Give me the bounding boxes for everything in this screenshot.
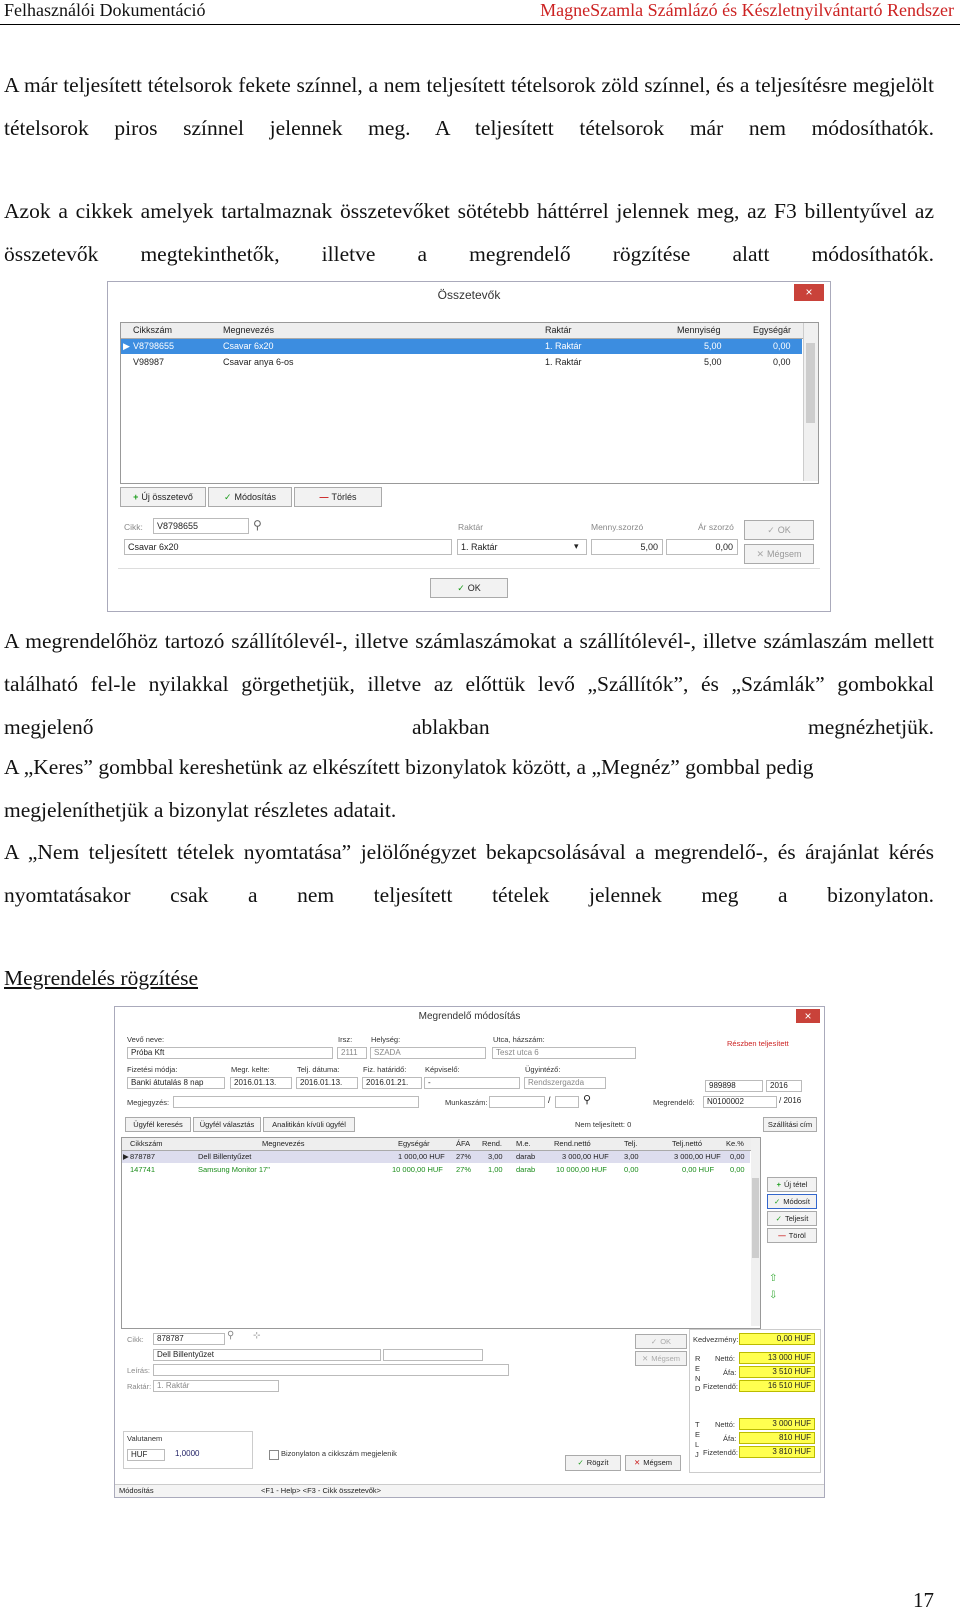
modify-button[interactable]: ✓ Módosítás (208, 487, 292, 507)
status-left: Módosítás (119, 1486, 154, 1495)
plus-icon: + (133, 492, 139, 502)
close-icon: ✕ (756, 549, 765, 559)
scrollbar-thumb[interactable] (752, 1178, 759, 1258)
fulfill-button[interactable]: ✓ Teljesít (767, 1211, 817, 1226)
cikk-label: Cikk: (127, 1335, 144, 1344)
telj-netto-label: Nettó: (715, 1420, 736, 1429)
rend-fiz-label: Fizetendő: (703, 1382, 739, 1391)
new-item-button[interactable]: + Új tétel (767, 1177, 817, 1192)
fizh-label: Fiz. határidő: (363, 1065, 407, 1074)
col-cikkszam[interactable]: Cikkszám (130, 1139, 163, 1148)
valuta-select[interactable]: HUF (127, 1449, 165, 1461)
arrow-down-icon[interactable]: ⇩ (769, 1290, 778, 1301)
nem-teljesitett-text: Nem teljesített: 0 (575, 1120, 632, 1129)
ok-small-button[interactable]: ✓ OK (744, 520, 814, 540)
divider (118, 568, 820, 569)
irsz-label: Irsz: (338, 1035, 353, 1044)
arrow-up-icon[interactable]: ⇧ (769, 1273, 778, 1284)
check-icon: ✓ (775, 1214, 782, 1223)
leiras-label: Leírás: (127, 1366, 150, 1375)
raktar-label: Raktár (458, 522, 484, 532)
page-number: 17 (913, 1588, 934, 1612)
scrollbar[interactable] (803, 323, 818, 481)
megj-label: Megjegyzés: (127, 1098, 170, 1107)
rend-netto-value: 13 000 HUF (739, 1352, 815, 1364)
szallitasi-cim-button[interactable]: Szállítási cím (763, 1117, 817, 1132)
rend-afa-value: 3 510 HUF (739, 1366, 815, 1378)
slash-text: / (548, 1095, 551, 1105)
minus-icon: — (778, 1231, 786, 1240)
rend-vertical-label: R E N D (695, 1354, 701, 1393)
plus-icon: + (776, 1180, 782, 1189)
helyseg-label: Helység: (371, 1035, 401, 1044)
ok-small-button[interactable]: ✓ OK (635, 1334, 687, 1349)
check-icon: ✓ (650, 1337, 658, 1346)
ugyint-label: Ügyintéző: (525, 1065, 561, 1074)
telj-afa-value: 810 HUF (739, 1432, 815, 1444)
col-ke[interactable]: Ke.% (726, 1139, 744, 1148)
telj-vertical-label: T E L J (695, 1420, 701, 1459)
grid-header (122, 1138, 760, 1151)
page-header (0, 0, 960, 24)
col-telj[interactable]: Telj. (624, 1139, 638, 1148)
table-row[interactable]: ▶ 878787 Dell Billentyűzet 1 000,00 HUF 27% 3,00 darab 3 000,00 HUF 3,00 3 000,00 HUF 0,00 (122, 1151, 750, 1163)
status-help: <F1 - Help> <F3 - Cikk összetevők> (261, 1486, 382, 1495)
leiras-field[interactable] (153, 1364, 509, 1376)
table-row[interactable]: 147741 Samsung Monitor 17" 10 000,00 HUF 27% 1,00 darab 10 000,00 HUF 0,00 0,00 HUF 0,00 (130, 1165, 745, 1174)
megj-field[interactable] (173, 1096, 419, 1108)
modify-item-button[interactable]: ✓ Módosít (767, 1194, 817, 1209)
components-grid[interactable] (120, 322, 819, 484)
close-button[interactable]: × (796, 1009, 820, 1023)
table-row[interactable]: V98987 Csavar anya 6-os 1. Raktár 5,00 0,00 (133, 357, 791, 367)
search-icon[interactable]: ⚲ (583, 1094, 592, 1106)
cancel-button[interactable]: ✕ Mégsem (625, 1455, 681, 1471)
arfolyam-value: 1,0000 (175, 1449, 200, 1458)
window-title: Megrendelő módosítás (418, 1011, 521, 1022)
ugyfel-valasztas-button[interactable]: Ügyfél választás (193, 1117, 261, 1132)
ok-button[interactable]: ✓ OK (430, 578, 508, 598)
szam-field[interactable]: 989898 (705, 1080, 763, 1092)
vevo-field[interactable]: Próba Kft (127, 1047, 333, 1059)
kedvezmeny-value: 0,00 HUF (739, 1333, 815, 1345)
new-component-button[interactable]: + Új összetevő (120, 487, 206, 507)
fizmod-label: Fizetési módja: (127, 1065, 178, 1074)
col-rend[interactable]: Rend. (482, 1139, 503, 1148)
minus-icon: — (319, 492, 329, 502)
helyseg-field[interactable]: SZADA (370, 1047, 486, 1059)
megrk-field[interactable]: 2016.01.13. (230, 1077, 292, 1089)
ev-field[interactable]: 2016 (766, 1080, 802, 1092)
delete-item-button[interactable]: — Töröl (767, 1228, 817, 1243)
telj-fiz-value: 3 810 HUF (739, 1446, 815, 1458)
scrollbar-thumb[interactable] (806, 343, 815, 423)
col-cikkszam[interactable]: Cikkszám (133, 325, 173, 335)
check-icon: ✓ (774, 1197, 781, 1206)
cancel-small-button[interactable]: ✕ Mégsem (635, 1351, 687, 1366)
cancel-small-button[interactable]: ✕ Mégsem (744, 544, 814, 564)
grid-header (121, 323, 818, 339)
scrollbar[interactable] (751, 1138, 760, 1326)
check-icon: ✓ (223, 492, 232, 502)
analitika-button[interactable]: Analitikán kívüli ügyfél (263, 1117, 355, 1132)
close-icon: ✕ (641, 1354, 649, 1363)
cikk-extra-field[interactable] (383, 1349, 483, 1361)
munka-label: Munkaszám: (445, 1098, 488, 1107)
components-window (107, 281, 831, 612)
header-left: Felhasználói Dokumentáció (4, 0, 206, 20)
col-telj-netto[interactable]: Telj.nettó (672, 1139, 703, 1148)
telj-label: Telj. dátuma: (297, 1065, 340, 1074)
menny-field[interactable]: 5,00 (591, 539, 663, 555)
raktar-select[interactable]: 1. Raktár (153, 1380, 279, 1392)
kepv-select[interactable]: - (424, 1077, 520, 1089)
rend-fiz-value: 16 510 HUF (739, 1380, 815, 1392)
order-window (114, 1006, 825, 1498)
delete-button[interactable]: — Törlés (294, 487, 382, 507)
check-icon: ✓ (577, 1458, 584, 1467)
munka-field[interactable] (489, 1096, 545, 1108)
close-icon: ✕ (633, 1458, 641, 1467)
paragraph-4: A „Keres” gombbal kereshetünk az elkészített bizonylatok között, a „Megnéz” gombbal pedig megjeleníthetjük a bizonylat részletes adatait. (4, 755, 814, 822)
paragraph-5: A „Nem teljesített tételek nyomtatása” jelölőnégyzet bekapcsolásával a megrendelő-, és árajánlat kérés nyomtatásakor csak a nem teljesített tételek jelennek meg a bizonylaton. (4, 840, 934, 907)
col-megnevezes[interactable]: Megnevezés (262, 1139, 305, 1148)
paragraph-1: A már teljesített tételsorok fekete színnel, a nem teljesített tételsorok zöld színnel, és a teljesítésre megjelölt tételsorok piros színnel jelennek meg. A teljesített tételsorok már nem módosíthatók. (4, 73, 934, 140)
cikk-label: Cikk: (124, 522, 143, 532)
telj-netto-value: 3 000 HUF (739, 1418, 815, 1430)
raktar-select[interactable]: 1. Raktár (457, 539, 587, 555)
ar-field[interactable]: 0,00 (666, 539, 738, 555)
fizmod-select[interactable]: Banki átutalás 8 nap (127, 1077, 225, 1089)
paragraph-2: Azok a cikkek amelyek tartalmaznak összetevőket sötétebb háttérrel jelennek meg, az F3 billentyűvel az összetevők megtekinthetők, illetve a megrendelő rögzítése alatt módosíthatók. (4, 199, 934, 266)
megrendelo-ev: / 2016 (779, 1096, 802, 1105)
save-button[interactable]: ✓ Rögzít (565, 1455, 621, 1471)
window-title: Összetevők (437, 288, 501, 302)
utca-label: Utca, házszám: (493, 1035, 545, 1044)
close-button[interactable]: × (794, 284, 824, 301)
col-mennyiseg[interactable]: Mennyiség (677, 325, 721, 335)
munka-year-field[interactable] (555, 1096, 579, 1108)
telj-fiz-label: Fizetendő: (703, 1448, 739, 1457)
col-egysegar[interactable]: Egységár (753, 325, 792, 335)
cikk-field[interactable]: 878787 (153, 1333, 225, 1345)
status-badge: Részben teljesített (727, 1039, 789, 1048)
paragraph-3: A megrendelőhöz tartozó szállítólevél-, illetve számlaszámokat a szállítólevél-, illetve számlaszám mellett található fel-le nyilakkal görgethetjük, illetve az előttük levő „Szállítók”, és „Számlák” gombokkal megjelenő ablakban megnézhetjük. (4, 629, 934, 739)
status-bar (115, 1484, 824, 1497)
fizh-field[interactable]: 2016.01.21. (362, 1077, 422, 1089)
col-afa[interactable]: ÁFA (456, 1139, 471, 1148)
nyomtatas-checkbox[interactable] (269, 1450, 279, 1460)
megrendelo-label: Megrendelő: (653, 1098, 695, 1107)
ar-label: Ár szorzó (698, 522, 734, 532)
menny-label: Menny.szorzó (591, 522, 644, 532)
items-grid[interactable] (121, 1137, 761, 1329)
telj-field[interactable]: 2016.01.13. (296, 1077, 358, 1089)
cikknev-field[interactable]: Dell Billentyűzet (153, 1349, 381, 1361)
check-icon: ✓ (457, 583, 465, 593)
header-rule (0, 24, 960, 25)
col-egysegar[interactable]: Egységár (398, 1139, 430, 1148)
name-field[interactable]: Csavar 6x20 (124, 539, 452, 555)
irsz-field[interactable]: 2111 (337, 1047, 367, 1059)
rend-netto-label: Nettó: (715, 1354, 736, 1363)
ugyint-select[interactable]: Rendszergazda (524, 1077, 606, 1089)
check-icon: ✓ (767, 525, 775, 535)
col-raktar[interactable]: Raktár (545, 325, 572, 335)
kepv-label: Képviselő: (425, 1065, 460, 1074)
search-icon[interactable]: ⚲ (253, 518, 262, 532)
kedvezmeny-label: Kedvezmény: (693, 1335, 739, 1344)
raktar-label: Raktár: (127, 1382, 152, 1391)
valuta-label: Valutanem (127, 1434, 163, 1443)
ugyfel-kereses-button[interactable]: Ügyfél keresés (125, 1117, 191, 1132)
checkbox-label: Bizonylaton a cikkszám megjelenik (281, 1449, 397, 1458)
section-heading: Megrendelés rögzítése (4, 966, 199, 990)
search-icon[interactable]: ⚲ (227, 1330, 235, 1341)
utca-field[interactable]: Teszt utca 6 (492, 1047, 636, 1059)
rend-afa-label: Áfa: (723, 1368, 737, 1377)
cikk-field[interactable]: V8798655 (153, 518, 249, 534)
header-right: MagneSzamla Számlázó és Készletnyilvántartó Rendszer (540, 0, 954, 20)
components-icon[interactable]: ⊹ (253, 1330, 261, 1340)
col-rend-netto[interactable]: Rend.nettó (554, 1139, 591, 1148)
table-row[interactable]: ▶ V8798655 Csavar 6x20 1. Raktár 5,00 0,00 (121, 339, 802, 354)
megrk-label: Megr. kelte: (231, 1065, 270, 1074)
telj-afa-label: Áfa: (723, 1434, 737, 1443)
vevo-label: Vevő neve: (127, 1035, 165, 1044)
chevron-down-icon[interactable]: ▾ (574, 541, 579, 551)
col-me[interactable]: M.e. (516, 1139, 531, 1148)
megrendelo-szam[interactable]: N0100002 (703, 1096, 777, 1108)
col-megnevezes[interactable]: Megnevezés (223, 325, 275, 335)
